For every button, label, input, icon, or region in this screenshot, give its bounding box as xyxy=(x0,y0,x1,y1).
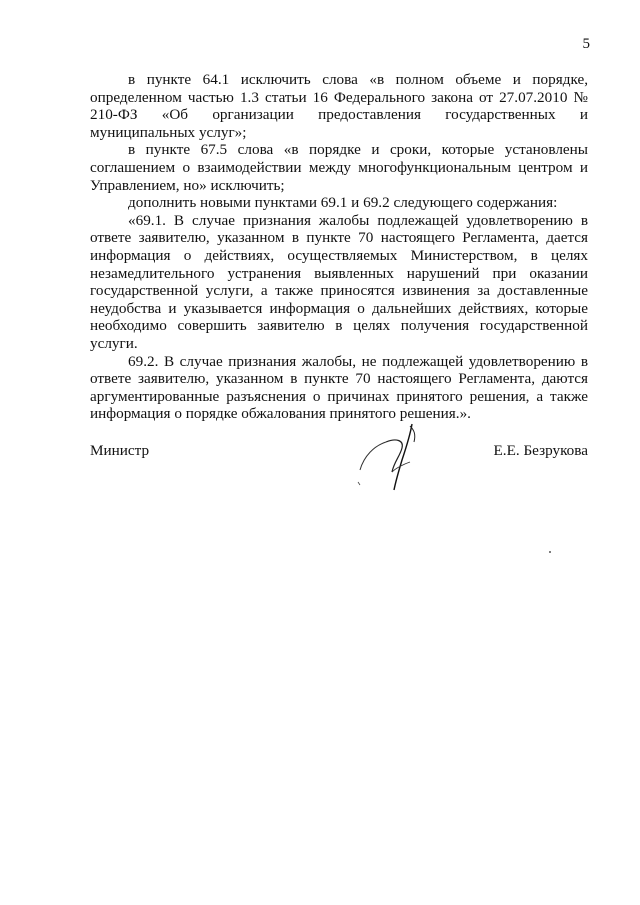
signatory-name: Е.Е. Безрукова xyxy=(493,442,588,459)
paragraph-addition-intro: дополнить новыми пунктами 69.1 и 69.2 следующего содержания: xyxy=(128,194,558,212)
paragraph-69-2: 69.2. В случае признания жалобы, не подлежащей удовлетворению в ответе заявителю, указанном в пункте 70 настоящего Регламента, даются аргументированные разъяснения о причинах принятого решения, а также информация о порядке обжалования принятого решения.». xyxy=(90,352,588,423)
paragraph-item-67-5: в пункте 67.5 слова «в порядке и сроки, которые установлены соглашением о взаимодействии между многофункциональным центром и Управлением, но» исключить; xyxy=(90,141,588,194)
scan-speck xyxy=(549,551,551,553)
signatory-title: Министр xyxy=(90,442,150,459)
paragraph-69-1: «69.1. В случае признания жалобы подлежащей удовлетворению в ответе заявителю, указанном в пункте 70 настоящего Регламента, дается информация о действиях, осуществляемых Министерством, в целях незамедлительного устранения выявленных нарушений при оказании государственной услуги, а также приносятся извинения за доставленные неудобства и указывается информация о дальнейших действиях, которые необходимо совершить заявителю в целях получения государственной услуги. xyxy=(90,211,588,352)
page-number: 5 xyxy=(582,36,590,52)
paragraph-item-64-1: в пункте 64.1 исключить слова «в полном объеме и порядке, определенном частью 1.3 статьи 16 Федерального закона от 27.07.2010 № 210-ФЗ «Об организации предоставления государственных и муниципальных услуг»; xyxy=(90,71,588,141)
document-body xyxy=(90,71,588,423)
signature-block xyxy=(90,442,588,502)
handwritten-signature-icon xyxy=(352,422,442,497)
